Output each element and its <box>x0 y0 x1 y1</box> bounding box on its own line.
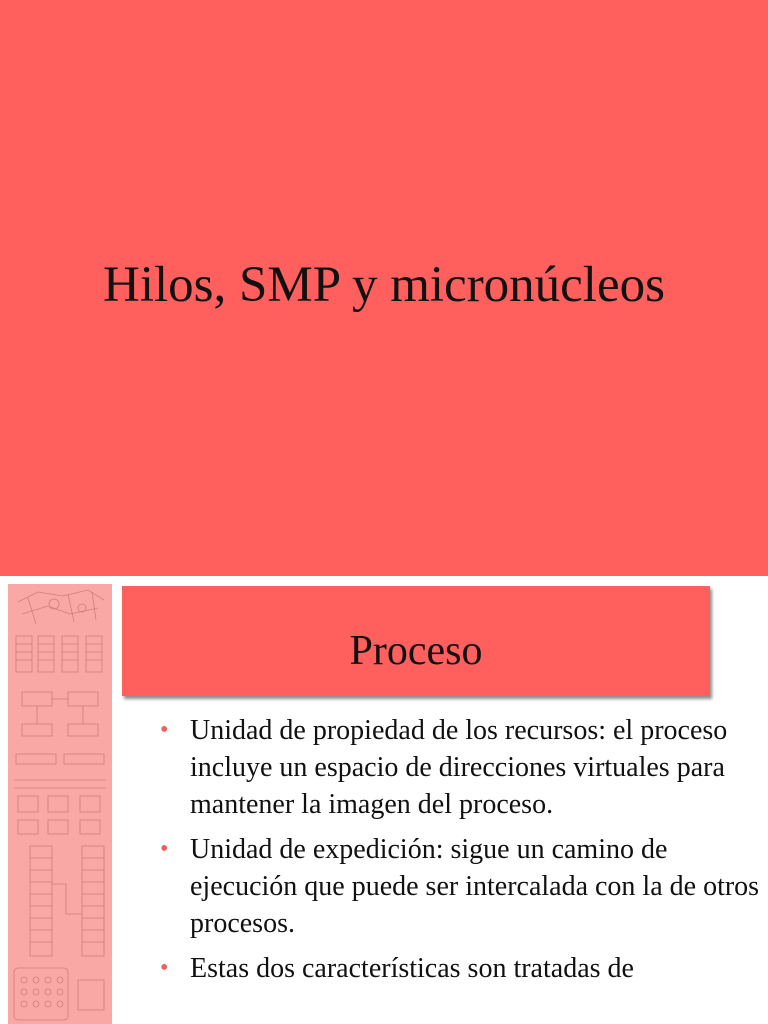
bullet-icon: • <box>160 836 169 862</box>
bullet-item <box>160 950 760 987</box>
slide-heading: Proceso <box>349 628 483 674</box>
slide-title: Hilos, SMP y micronúcleos <box>103 257 665 313</box>
heading-box <box>122 586 710 696</box>
bullet-list <box>160 712 760 995</box>
diagram-illustration <box>8 584 112 1024</box>
bullet-text: Unidad de propiedad de los recursos: el proceso incluye un espacio de direcciones virtuales para mantener la imagen del proceso. <box>190 715 728 820</box>
side-diagram-decoration <box>8 584 112 1024</box>
bullet-icon: • <box>160 717 169 743</box>
bullet-item <box>160 712 760 823</box>
bullet-icon: • <box>160 955 169 981</box>
bullet-text: Unidad de expedición: sigue un camino de ejecución que puede ser intercalada con la de otros procesos. <box>190 834 760 939</box>
content-slide <box>0 576 768 1024</box>
bullet-text: Estas dos características son tratadas de <box>190 953 634 984</box>
bullet-item <box>160 831 760 942</box>
